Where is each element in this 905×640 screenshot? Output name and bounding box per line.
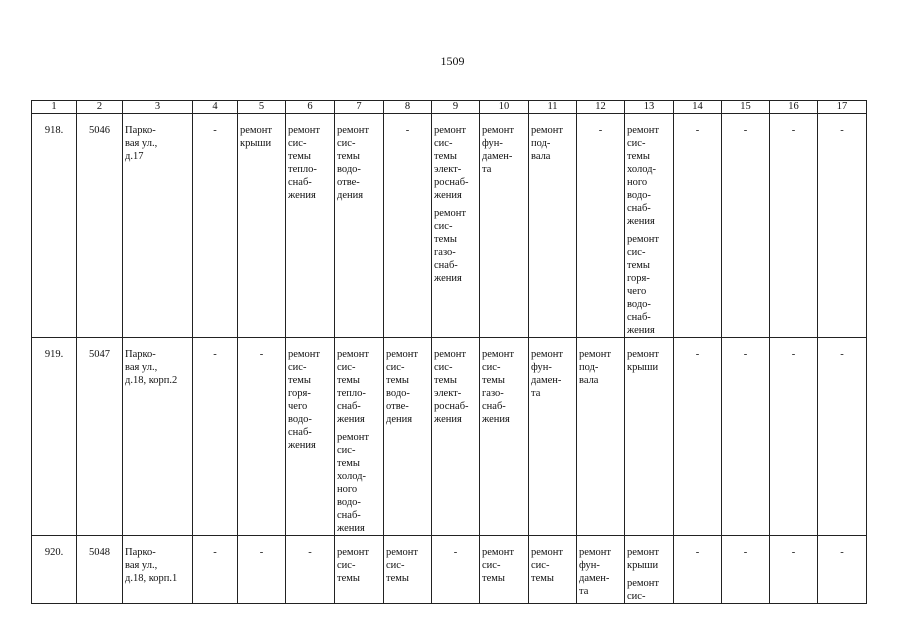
cell-col-13 xyxy=(625,114,674,338)
cell-col-6 xyxy=(286,114,335,338)
work-item: ремонт сис- темы тепло- снаб- жения xyxy=(337,349,370,425)
cell-col-11 xyxy=(529,338,577,536)
address-text: Парко- вая ул., д.18, корп.1 xyxy=(125,547,178,584)
cell-col-4: - xyxy=(193,536,238,604)
column-header: 12 xyxy=(577,101,625,114)
column-header: 5 xyxy=(238,101,286,114)
row-number: 920. xyxy=(32,536,77,604)
column-header: 7 xyxy=(335,101,384,114)
cell-col-14: - xyxy=(674,536,722,604)
cell-col-12 xyxy=(577,338,625,536)
cell-col-6 xyxy=(286,338,335,536)
row-number: 918. xyxy=(32,114,77,338)
cell-col-17: - xyxy=(818,536,867,604)
cell-col-5: - xyxy=(238,338,286,536)
column-header: 1 xyxy=(32,101,77,114)
column-header: 2 xyxy=(77,101,123,114)
work-item: ремонт сис- темы водо- отве- дения xyxy=(386,349,419,425)
column-header: 13 xyxy=(625,101,674,114)
work-item: ремонт сис- темы газо- снаб- жения xyxy=(434,208,467,284)
building-code: 5048 xyxy=(77,536,123,604)
work-item: ремонт крыши xyxy=(627,547,660,571)
column-header: 3 xyxy=(123,101,193,114)
cell-col-5 xyxy=(238,114,286,338)
cell-col-9 xyxy=(432,114,480,338)
work-item: ремонт сис- темы холод- ного водо- снаб- жения xyxy=(627,125,660,227)
cell-col-6: - xyxy=(286,536,335,604)
cell-col-7 xyxy=(335,536,384,604)
work-item: ремонт сис- темы xyxy=(386,547,419,584)
repair-schedule-table xyxy=(31,100,867,604)
cell-col-16: - xyxy=(770,536,818,604)
cell-col-16: - xyxy=(770,114,818,338)
column-header: 15 xyxy=(722,101,770,114)
cell-col-4: - xyxy=(193,338,238,536)
work-item: ремонт сис- темы газо- снаб- жения xyxy=(482,349,515,425)
cell-col-9: - xyxy=(432,536,480,604)
work-item: ремонт сис- темы холод- ного водо- снаб- жения xyxy=(337,432,370,534)
work-item: ремонт сис- темы xyxy=(337,547,370,584)
cell-col-15: - xyxy=(722,338,770,536)
cell-col-7 xyxy=(335,114,384,338)
building-code: 5046 xyxy=(77,114,123,338)
cell-col-17: - xyxy=(818,338,867,536)
building-code: 5047 xyxy=(77,338,123,536)
column-header: 11 xyxy=(529,101,577,114)
cell-col-12 xyxy=(577,536,625,604)
address-text: Парко- вая ул., д.17 xyxy=(125,125,158,162)
cell-col-13 xyxy=(625,536,674,604)
column-header: 14 xyxy=(674,101,722,114)
cell-col-11 xyxy=(529,114,577,338)
address-cell xyxy=(123,536,193,604)
column-header: 16 xyxy=(770,101,818,114)
column-header: 8 xyxy=(384,101,432,114)
page-number: 1509 xyxy=(440,54,465,68)
work-item: ремонт фун- дамен- та xyxy=(482,125,515,175)
cell-col-4: - xyxy=(193,114,238,338)
cell-col-11 xyxy=(529,536,577,604)
cell-col-8 xyxy=(384,536,432,604)
column-header: 4 xyxy=(193,101,238,114)
work-item: ремонт сис- темы горя- чего водо- снаб- жения xyxy=(288,349,321,451)
table-row xyxy=(32,536,867,604)
work-item: ремонт сис- темы горя- чего водо- снаб- жения xyxy=(627,234,660,336)
cell-col-12: - xyxy=(577,114,625,338)
cell-col-7 xyxy=(335,338,384,536)
work-item: ремонт крыши xyxy=(627,349,660,373)
cell-col-15: - xyxy=(722,536,770,604)
column-header: 6 xyxy=(286,101,335,114)
cell-col-16: - xyxy=(770,338,818,536)
work-item: ремонт сис- темы элект- роснаб- жения xyxy=(434,125,469,201)
address-cell xyxy=(123,338,193,536)
work-item: ремонт под- вала xyxy=(579,349,612,386)
work-item: ремонт сис- темы xyxy=(482,547,515,584)
cell-col-10 xyxy=(480,114,529,338)
cell-col-8: - xyxy=(384,114,432,338)
work-item: ремонт крыши xyxy=(240,125,273,149)
column-header: 9 xyxy=(432,101,480,114)
work-item: ремонт сис- темы тепло- снаб- жения xyxy=(288,125,321,201)
cell-col-14: - xyxy=(674,338,722,536)
cell-col-8 xyxy=(384,338,432,536)
column-header: 17 xyxy=(818,101,867,114)
row-number: 919. xyxy=(32,338,77,536)
cell-col-5: - xyxy=(238,536,286,604)
cell-col-14: - xyxy=(674,114,722,338)
cell-col-15: - xyxy=(722,114,770,338)
address-text: Парко- вая ул., д.18, корп.2 xyxy=(125,349,178,386)
address-cell xyxy=(123,114,193,338)
work-item: ремонт сис- темы элект- роснаб- жения xyxy=(434,349,469,425)
cell-col-9 xyxy=(432,338,480,536)
work-item: ремонт фун- дамен- та xyxy=(579,547,612,597)
table-header-row xyxy=(32,101,867,114)
cell-col-10 xyxy=(480,338,529,536)
work-item: ремонт сис- xyxy=(627,578,660,602)
cell-col-10 xyxy=(480,536,529,604)
cell-col-13 xyxy=(625,338,674,536)
work-item: ремонт под- вала xyxy=(531,125,564,162)
work-item: ремонт сис- темы xyxy=(531,547,564,584)
cell-col-17: - xyxy=(818,114,867,338)
table-row xyxy=(32,338,867,536)
column-header: 10 xyxy=(480,101,529,114)
table-row xyxy=(32,114,867,338)
work-item: ремонт сис- темы водо- отве- дения xyxy=(337,125,370,201)
work-item: ремонт фун- дамен- та xyxy=(531,349,564,399)
